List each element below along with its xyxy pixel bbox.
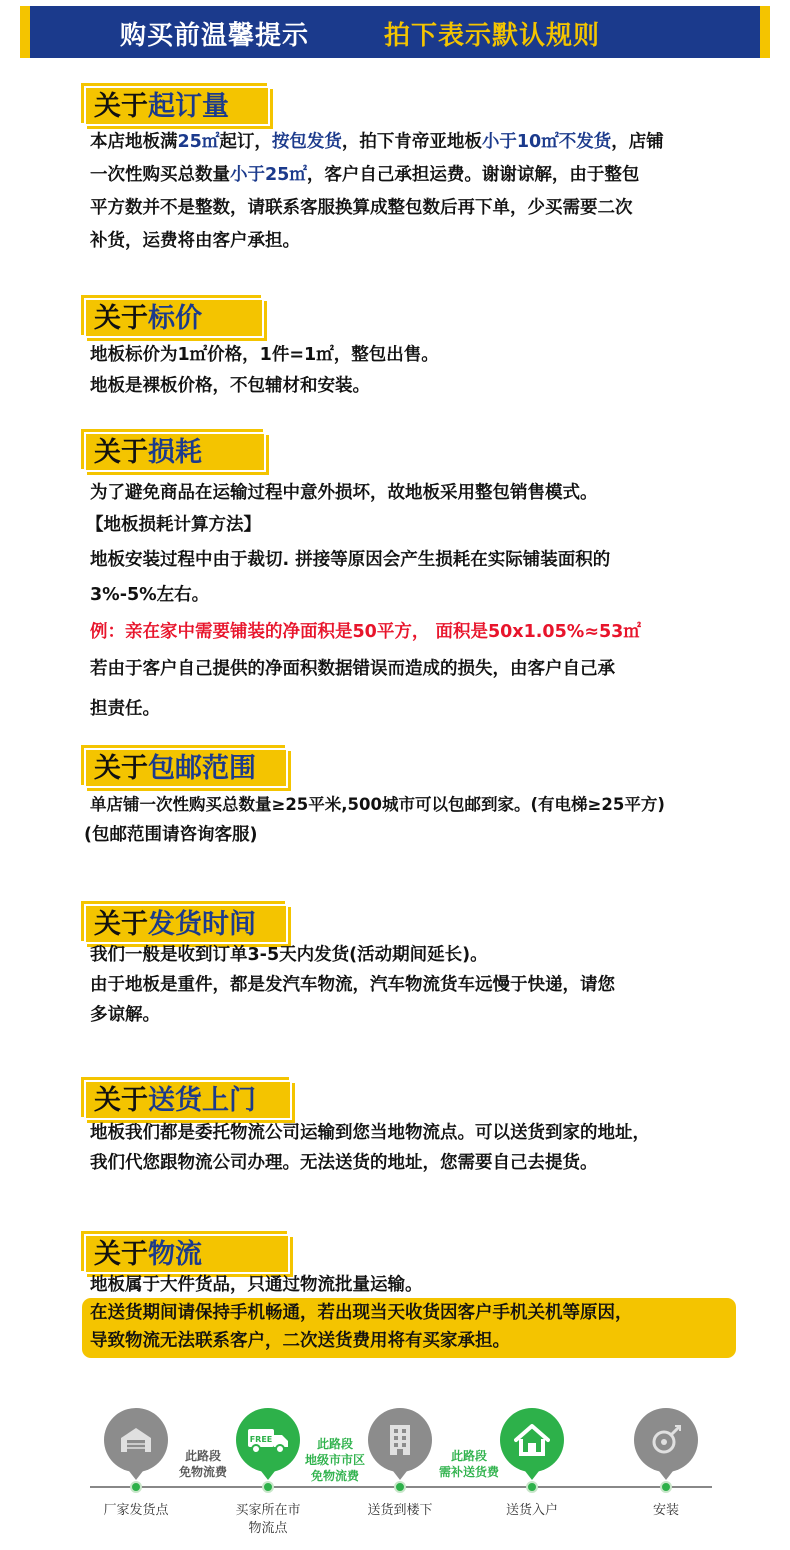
flow-step-label: 送货入户 — [505, 1503, 558, 1518]
logistics-notice-line-1: 在送货期间请保持手机畅通，若出现当天收货因客户手机关机等原因， — [90, 1303, 633, 1323]
delivery-time-line-3: 多谅解。 — [90, 1005, 160, 1025]
node-pointer — [261, 1471, 275, 1480]
shipping-range-line-2: (包邮范围请咨询客服) — [84, 825, 258, 845]
moq-line-2: 一次性购买总数量小于25㎡，客户自己承担运费。谢谢谅解，由于整包 — [90, 165, 640, 185]
moq-line-1: 本店地板满25㎡起订，按包发货，拍下肯帝亚地板小于10㎡不发货，店铺 — [90, 132, 664, 152]
flow-note-1: 此路段 免物流费 — [178, 1449, 227, 1479]
section-title-shipping-range: 关于包邮范围 — [84, 748, 288, 788]
timeline-dot — [262, 1481, 274, 1493]
install-tool-icon — [634, 1408, 698, 1472]
timeline-dot — [130, 1481, 142, 1493]
flow-step-label: 送货到楼下 — [367, 1503, 433, 1518]
door-line-2: 我们代您跟物流公司办理。无法送货的地址，您需要自己去提货。 — [90, 1153, 598, 1173]
section-title-door-delivery: 关于送货上门 — [84, 1080, 292, 1120]
moq-line-3: 平方数并不是整数，请联系客服换算成整包数后再下单，少买需要二次 — [90, 198, 633, 218]
price-line-1: 地板标价为1㎡价格，1件=1㎡，整包出售。 — [90, 345, 439, 365]
price-line-2: 地板是裸板价格，不包辅材和安装。 — [90, 376, 370, 396]
section-title-price: 关于标价 — [84, 298, 264, 338]
node-pointer — [129, 1471, 143, 1480]
timeline-dot — [526, 1481, 538, 1493]
door-line-1: 地板我们都是委托物流公司运输到您当地物流点。可以送货到家的地址， — [90, 1123, 650, 1143]
delivery-time-line-2: 由于地板是重件，都是发汽车物流，汽车物流货车远慢于快递，请您 — [90, 975, 615, 995]
logistics-notice-line-2: 导致物流无法联系客户，二次送货费用将有买家承担。 — [90, 1331, 510, 1351]
flow-step-label: 厂家发货点 — [103, 1503, 169, 1518]
flow-step-label: 安装 — [652, 1503, 679, 1518]
node-pointer — [525, 1471, 539, 1480]
logistics-line-1: 地板属于大件货品，只通过物流批量运输。 — [90, 1275, 423, 1295]
timeline-dot — [660, 1481, 672, 1493]
flow-note-3: 此路段 需补送货费 — [438, 1449, 499, 1479]
truck-free-label: FREE — [249, 1435, 273, 1444]
timeline-dot — [394, 1481, 406, 1493]
node-pointer — [659, 1471, 673, 1480]
delivery-time-line-1: 我们一般是收到订单3-5天内发货(活动期间延长)。 — [90, 945, 488, 965]
flow-step-label: 买家所在市 物流点 — [235, 1503, 301, 1536]
section-title-delivery-time: 关于发货时间 — [84, 904, 288, 944]
loss-line-4: 3%-5%左右。 — [90, 585, 210, 605]
moq-line-4: 补货，运费将由客户承担。 — [90, 231, 300, 251]
loss-line-3: 地板安装过程中由于裁切. 拼接等原因会产生损耗在实际铺装面积的 — [90, 550, 611, 570]
loss-example: 例：亲在家中需要铺装的净面积是50平方， 面积是50x1.05%≈53㎡ — [90, 622, 641, 642]
section-title-loss: 关于损耗 — [84, 432, 266, 472]
loss-line-1: 为了避免商品在运输过程中意外损坏，故地板采用整包销售模式。 — [90, 483, 598, 503]
shipping-range-line-1: 单店铺一次性购买总数量≥25平米,500城市可以包邮到家。(有电梯≥25平方) — [90, 795, 665, 814]
header-title-left: 购买前温馨提示 — [120, 21, 310, 51]
loss-method-label: 【地板损耗计算方法】 — [86, 515, 261, 535]
header-title-right: 拍下表示默认规则 — [384, 21, 601, 51]
section-title-moq: 关于起订量 — [84, 86, 270, 126]
flow-note-2: 此路段 地级市市区 免物流费 — [304, 1437, 365, 1483]
section-title-logistics: 关于物流 — [84, 1234, 290, 1274]
header-banner — [20, 6, 770, 58]
node-pointer — [393, 1471, 407, 1480]
loss-line-6: 若由于客户自己提供的净面积数据错误而造成的损失，由客户自己承 — [90, 659, 615, 679]
loss-line-7: 担责任。 — [90, 699, 160, 719]
